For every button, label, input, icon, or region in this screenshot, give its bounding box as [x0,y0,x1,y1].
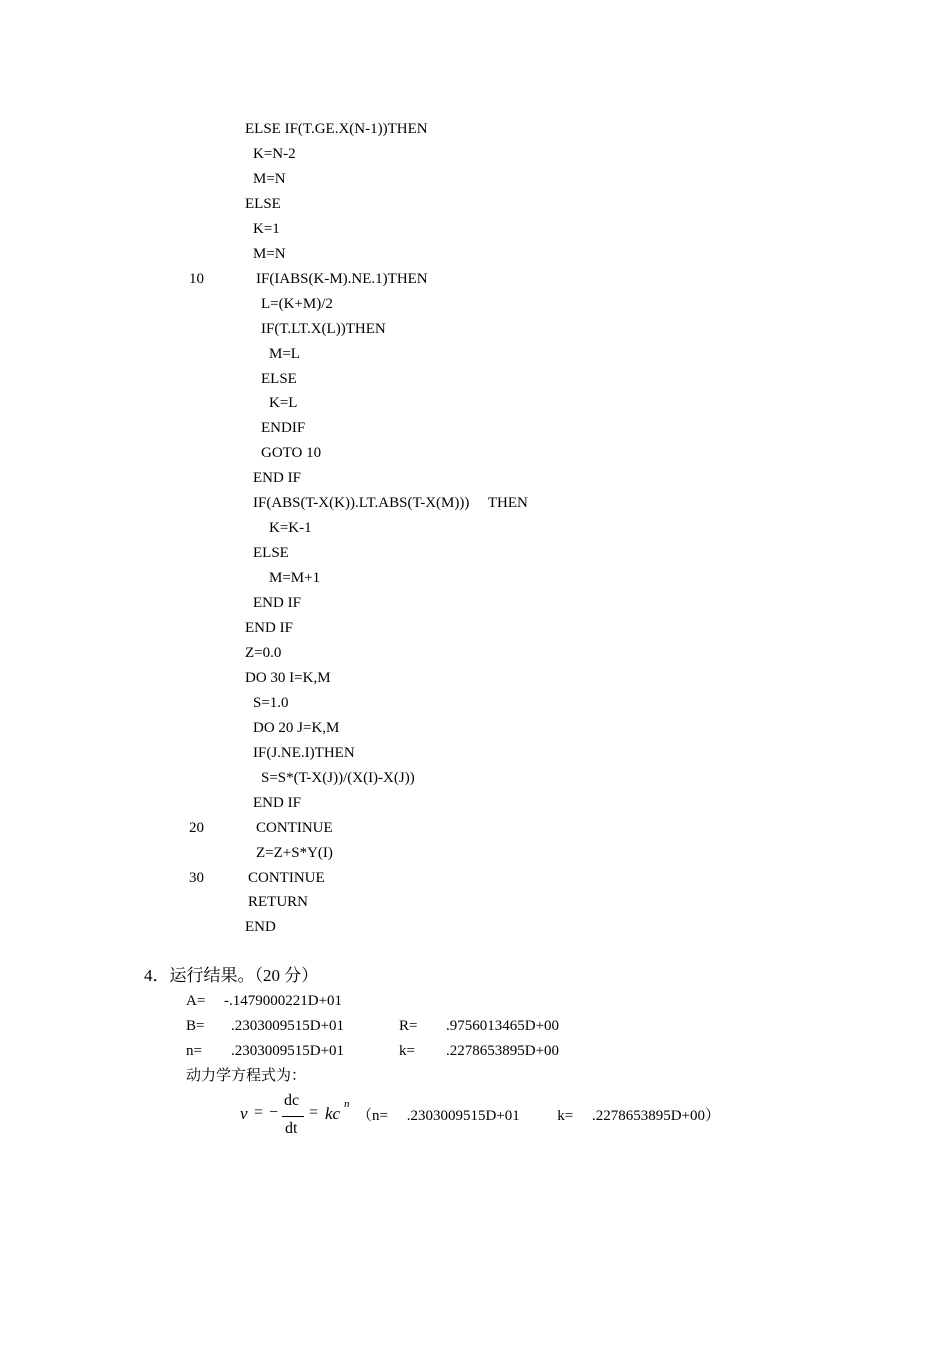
code-line: ELSE [253,545,289,561]
code-line: Z=0.0 [245,645,282,661]
code-line: K=N-2 [253,146,296,162]
code-line: Z=Z+S*Y(I) [256,845,333,861]
result-b-value: .2303009515D+01 [231,1018,345,1034]
eq-rhs: kc [325,1104,341,1123]
result-a-label: A= [186,993,206,1009]
result-k-label: k= [399,1043,415,1059]
code-line: S=S*(T-X(J))/(X(I)-X(J)) [261,770,415,786]
code-line: IF(T.LT.X(L))THEN [261,321,386,337]
code-line: ELSE [245,196,281,212]
code-statement-label: 30 [189,870,204,886]
code-line: K=L [269,395,298,411]
code-line: L=(K+M)/2 [261,296,333,312]
code-line: IF(ABS(T-X(K)).LT.ABS(T-X(M))) THEN [253,495,528,511]
code-line: M=N [253,171,286,187]
code-statement-label: 20 [189,820,204,836]
code-line: ELSE IF(T.GE.X(N-1))THEN [245,121,428,137]
result-n-label: n= [186,1043,202,1059]
result-r-label: R= [399,1018,418,1034]
code-line: DO 20 J=K,M [253,720,340,736]
result-r-value: .9756013465D+00 [446,1018,560,1034]
equation-caption: 动力学方程式为： [186,1068,307,1084]
code-line: CONTINUE [248,870,325,886]
result-a-value: -.1479000221D+01 [224,993,343,1009]
eq-exponent: n [344,1098,350,1110]
code-line: GOTO 10 [261,445,322,461]
eq-lhs: v [240,1104,248,1123]
code-line: END IF [253,595,301,611]
result-k-value: .2278653895D+00 [446,1043,560,1059]
result-n-value: .2303009515D+01 [231,1043,345,1059]
code-line: K=K-1 [269,520,312,536]
code-statement-label: 10 [189,271,204,287]
eq-fraction-bar [282,1116,304,1117]
code-line: END IF [253,795,301,811]
code-line: ELSE [261,371,297,387]
code-line: IF(IABS(K-M).NE.1)THEN [256,271,428,287]
code-line: RETURN [248,894,308,910]
code-line: END IF [253,470,301,486]
code-line: CONTINUE [256,820,333,836]
eq-equals-1: = [254,1104,264,1121]
eq-equals-2: = [309,1104,319,1121]
eq-numerator: dc [284,1092,300,1109]
code-line: DO 30 I=K,M [245,670,331,686]
eq-params: （n= .2303009515D+01 k= .2278653895D+00） [357,1108,721,1124]
eq-minus: − [269,1104,279,1121]
code-line: END IF [245,620,293,636]
code-line: M=L [269,346,300,362]
code-line: M=M+1 [269,570,321,586]
code-line: ENDIF [261,420,306,436]
code-line: S=1.0 [253,695,289,711]
code-line: END [245,919,276,935]
code-line: IF(J.NE.I)THEN [253,745,355,761]
section-heading: 4．运行结果。（20 分） [144,966,319,985]
eq-denominator: dt [285,1120,298,1137]
result-b-label: B= [186,1018,205,1034]
code-line: M=N [253,246,286,262]
code-line: K=1 [253,221,280,237]
